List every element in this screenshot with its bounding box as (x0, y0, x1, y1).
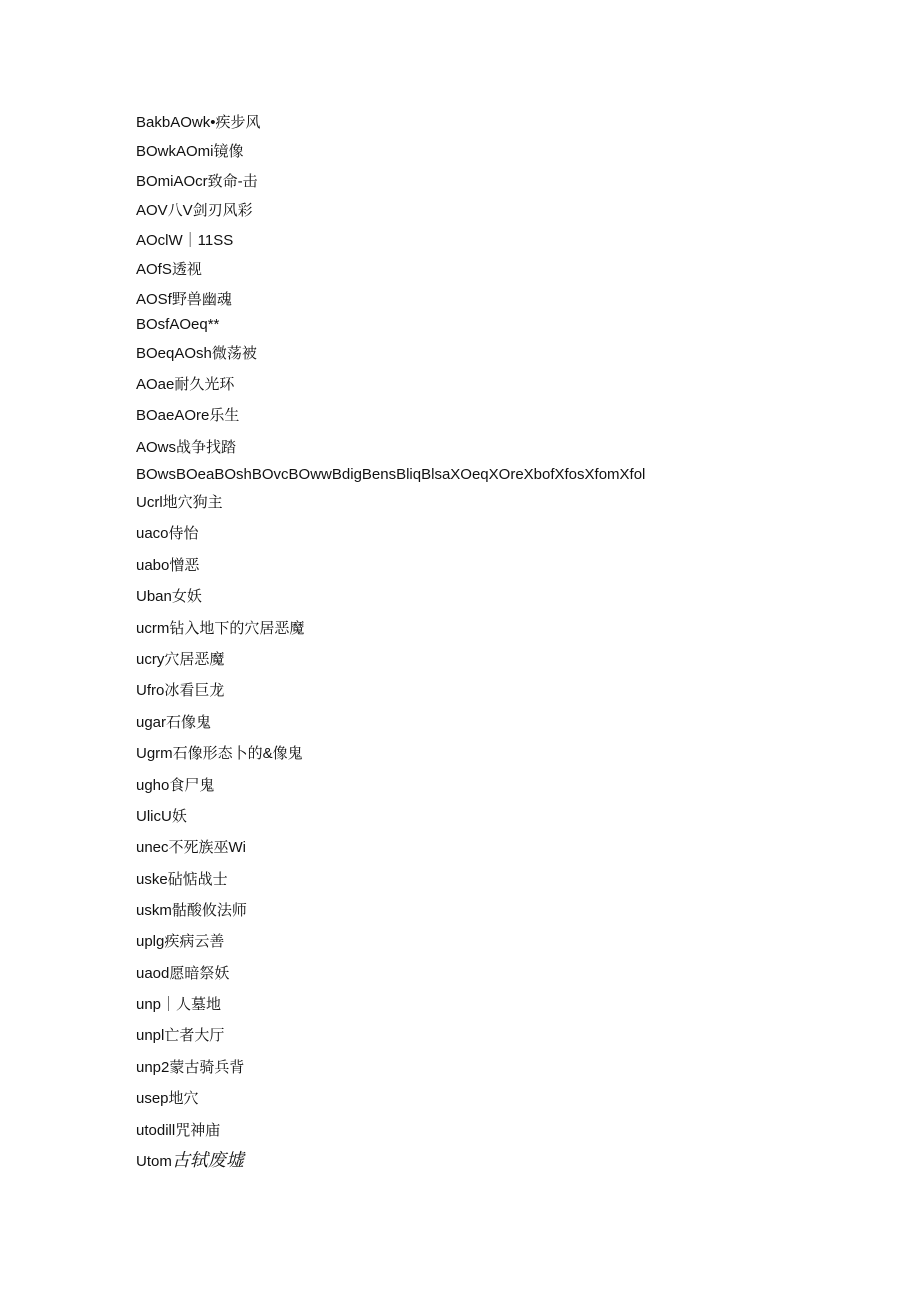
list-line: unp2蒙古骑兵背 (136, 1059, 245, 1076)
list-line: unp｜人墓地 (136, 996, 222, 1013)
list-line: Ugrm石像形态卜的&像鬼 (136, 745, 303, 762)
last-line-code: Utom (136, 1153, 172, 1170)
list-line: BOsfAOeq** (136, 316, 220, 333)
list-line: uaod愿暗祭妖 (136, 965, 230, 982)
list-line: BOwkAOmi镜像 (136, 143, 244, 160)
last-list-line (136, 1151, 244, 1171)
list-line: ugar石像鬼 (136, 714, 212, 731)
list-line: uske砧惦战士 (136, 871, 228, 888)
list-line: BOmiAOcr致命-击 (136, 173, 258, 190)
list-line: uabo憎恶 (136, 557, 200, 574)
list-line: Ucrl地穴狗主 (136, 494, 223, 511)
list-line: UlicU妖 (136, 808, 187, 825)
list-line: AOV八V剑刃风彩 (136, 202, 253, 219)
list-line: usep地穴 (136, 1090, 199, 1107)
list-line: ugho食尸鬼 (136, 777, 215, 794)
list-line: ucry穴居恶魔 (136, 651, 225, 668)
list-line: Uban女妖 (136, 588, 202, 605)
list-line: unpl亡者大厅 (136, 1027, 225, 1044)
list-line: BOwsBOeaBOshBOvcBOwwBdigBensBliqBlsaXOeqXOreXbofXfosXfomXfol (136, 466, 646, 483)
list-line: Ufro冰看巨龙 (136, 682, 225, 699)
list-line: utodill咒神庙 (136, 1122, 221, 1139)
list-line: uplg疾病云善 (136, 933, 225, 950)
list-line: unec不死族巫Wi (136, 839, 247, 856)
list-line: AOfS透视 (136, 261, 202, 278)
list-line: AOSf野兽幽魂 (136, 291, 232, 308)
list-line: ucrm钻入地下的穴居恶魔 (136, 620, 305, 637)
list-line: AOclW｜11SS (136, 232, 234, 249)
list-line: AOae耐久光环 (136, 376, 235, 393)
last-line-name: 古轼废墟 (171, 1150, 244, 1170)
list-line: BOaeAOre乐生 (136, 407, 240, 424)
list-line: BOeqAOsh微荡被 (136, 345, 257, 362)
list-line: uaco侍怡 (136, 525, 199, 542)
list-line: AOws战争找踏 (136, 439, 237, 456)
list-line: uskm骷酸攸法师 (136, 902, 247, 919)
list-line: BakbAOwk•疾步风 (136, 114, 261, 131)
